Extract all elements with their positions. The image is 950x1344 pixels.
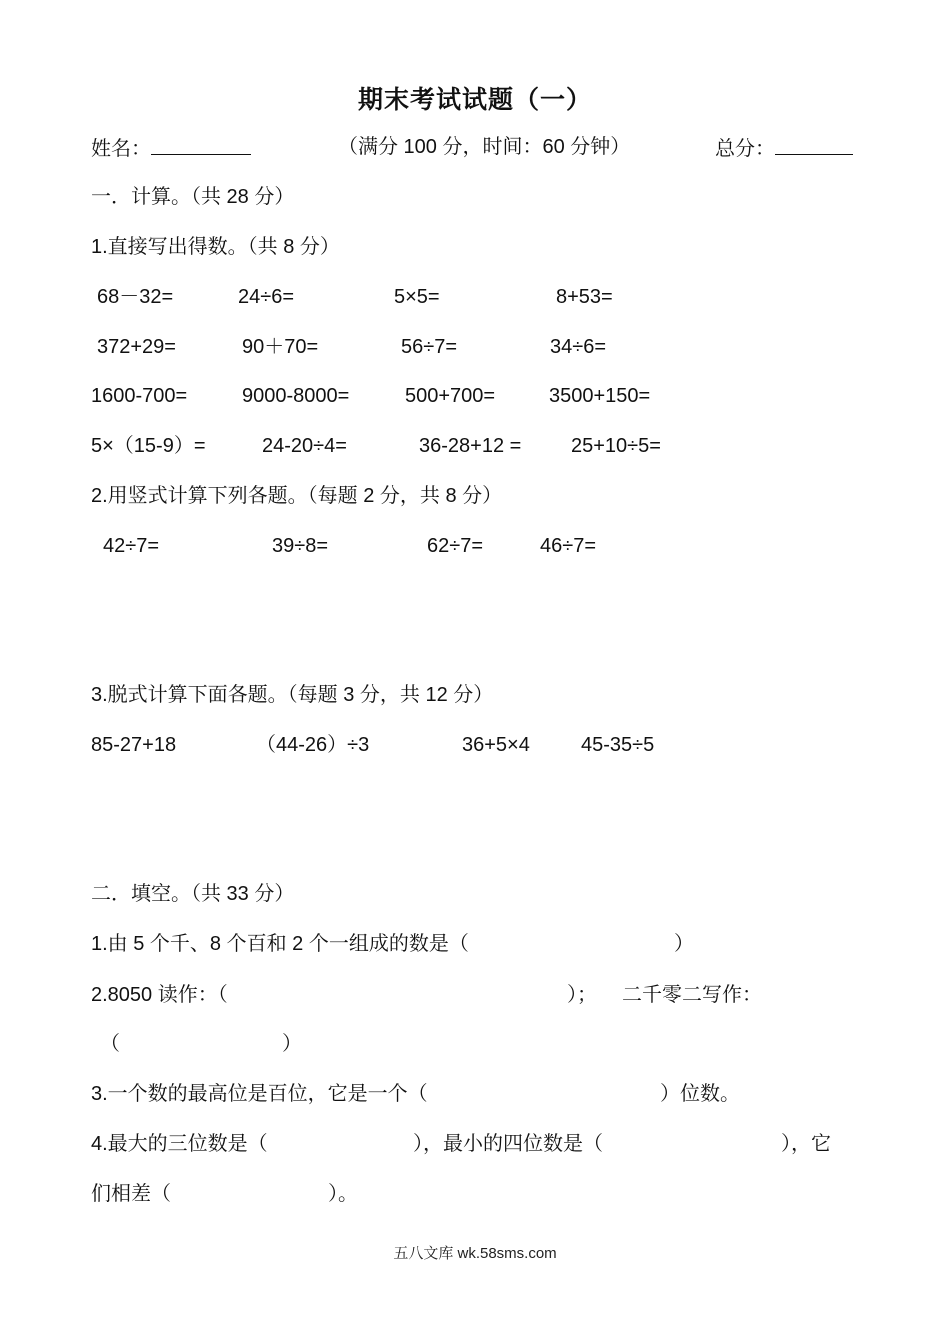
stepwise-calc-item: （44-26）÷3 [256,734,370,756]
calc-item: 24-20÷4= [262,435,347,457]
vertical-calc-item: 39÷8= [272,535,329,557]
section1-heading: 一．计算。（共 28 分） [91,186,295,208]
calc-item: 90＋70= [242,336,319,358]
fill-q2-close: ） [282,1033,302,1055]
fill-q1-text: 1.由 5 个千、8 个百和 2 个一组成的数是（ [91,933,469,955]
calc-item: 34÷6= [550,336,607,358]
fill-q2-part1: 2.8050 读作：（ [91,984,228,1006]
calc-item: 1600-700= [91,385,188,407]
fill-q1-close: ） [674,933,694,955]
fill-q4-part1: 4.最大的三位数是（ [91,1133,268,1155]
vertical-calc-item: 46÷7= [540,535,597,557]
q1-heading: 1.直接写出得数。（共 8 分） [91,236,340,258]
total-label: 总分： [715,134,853,162]
calc-item: 25+10÷5= [571,435,661,457]
score-info: （满分 100 分，时间：60 分钟） [338,136,631,158]
page-title: 期末考试试题（一） [357,86,592,114]
calc-item: 36-28+12 = [419,435,522,457]
fill-q2-part2: ）； [567,984,597,1006]
calc-item: 24÷6= [238,286,295,308]
vertical-calc-item: 42÷7= [103,535,160,557]
fill-q3-close: ）位数。 [660,1083,740,1105]
calc-item: 5×（15-9）= [91,435,206,457]
fill-q4-close: ）。 [328,1183,358,1205]
stepwise-calc-item: 85-27+18 [91,734,177,756]
total-blank [775,134,853,155]
footer-watermark: 五八文库 wk.58sms.com [393,1245,557,1262]
vertical-calc-item: 62÷7= [427,535,484,557]
fill-q2-part3: 二千零二写作： [622,984,762,1006]
section2-heading: 二．填空。（共 33 分） [91,883,295,905]
calc-item: 500+700= [405,385,496,407]
calc-item: 372+29= [97,336,176,358]
calc-item: 8+53= [556,286,613,308]
fill-q4-part3: ），它 [781,1133,831,1155]
calc-item: 5×5= [394,286,440,308]
q3-heading: 3.脱式计算下面各题。（每题 3 分，共 12 分） [91,684,494,706]
q2-heading: 2.用竖式计算下列各题。（每题 2 分，共 8 分） [91,485,503,507]
stepwise-calc-item: 45-35÷5 [581,734,655,756]
fill-q2-open: （ [100,1033,120,1055]
fill-q4-open: 们相差（ [91,1183,171,1205]
fill-q3-text: 3.一个数的最高位是百位，它是一个（ [91,1083,428,1105]
name-label: 姓名： [91,134,251,162]
calc-item: 3500+150= [549,385,651,407]
name-blank [151,134,251,155]
calc-item: 56÷7= [401,336,458,358]
calc-item: 68－32= [97,286,174,308]
stepwise-calc-item: 36+5×4 [462,734,530,756]
fill-q4-part2: ），最小的四位数是（ [413,1133,603,1155]
calc-item: 9000-8000= [242,385,350,407]
